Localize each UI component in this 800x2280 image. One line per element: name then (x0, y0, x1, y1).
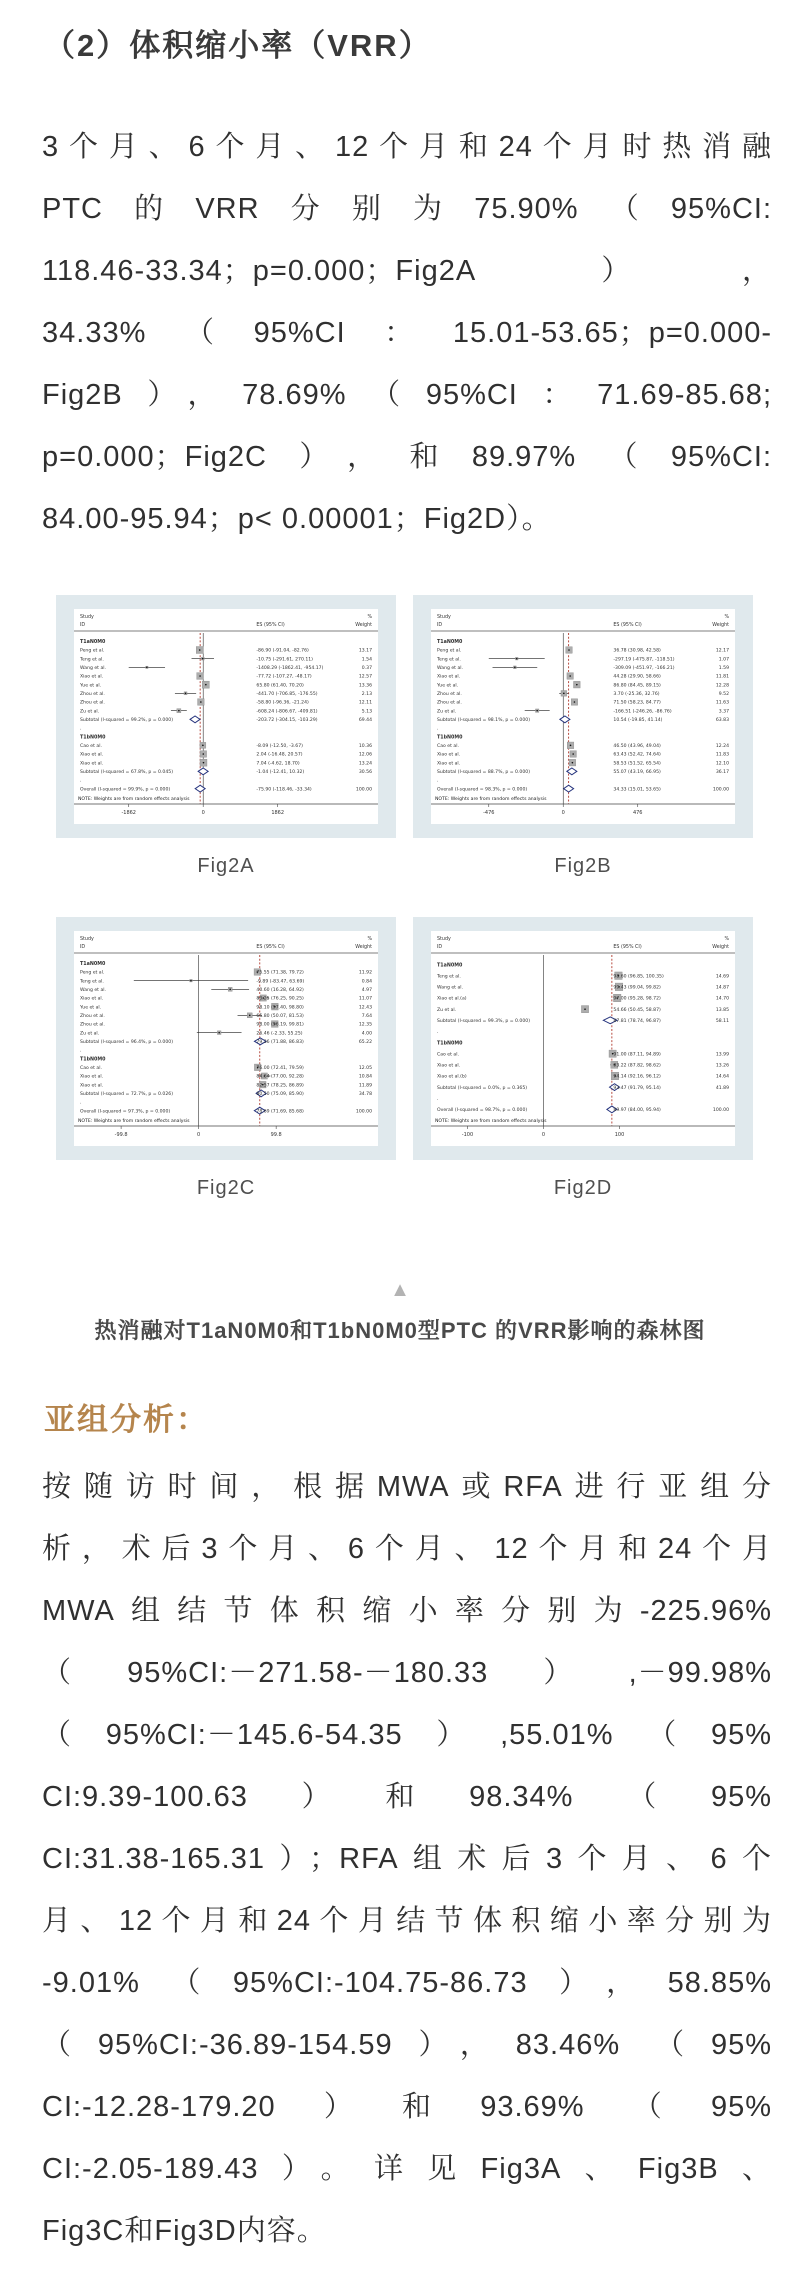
figure-cell-fig2b (413, 595, 753, 917)
svg-text:1.07: 1.07 (718, 657, 729, 663)
svg-text:2.04 (-16.48, 20.57): 2.04 (-16.48, 20.57) (256, 752, 303, 758)
svg-text:12.05: 12.05 (358, 1066, 372, 1072)
svg-text:-1408.29 (-1862.41, -954.17): -1408.29 (-1862.41, -954.17) (256, 666, 324, 672)
paragraph-line: 84.00-95.94；p< 0.00001；Fig2D）。 (42, 503, 552, 535)
svg-text:80.50 (75.09, 85.90): 80.50 (75.09, 85.90) (256, 1092, 304, 1098)
svg-text:NOTE: Weights are from random: NOTE: Weights are from random effects analysis (78, 797, 190, 802)
svg-text:12.57: 12.57 (358, 674, 372, 680)
svg-text:36.78 (30.98, 42.58): 36.78 (30.98, 42.58) (613, 648, 661, 654)
svg-text:46.50 (43.96, 49.04): 46.50 (43.96, 49.04) (613, 744, 661, 750)
figure-cell-fig2a (56, 595, 396, 917)
svg-text:40.60 (16.28, 64.92): 40.60 (16.28, 64.92) (256, 988, 304, 994)
svg-text:78.69 (71.69, 85.68): 78.69 (71.69, 85.68) (256, 1109, 304, 1115)
paragraph-line: 月、12个月和24个月结节体积缩小率分别为 (42, 1905, 772, 1937)
paragraph-line: （95%CI:－145.6-54.35）,55.01%（95% (42, 1719, 772, 1751)
svg-text:12.43: 12.43 (358, 1005, 372, 1011)
paragraph-line: 118.46-33.34；p=0.000；Fig2A）， (42, 255, 772, 287)
svg-text:T1bN0M0: T1bN0M0 (437, 735, 463, 741)
svg-text:-99.8: -99.8 (114, 1132, 128, 1138)
svg-text:T1aN0M0: T1aN0M0 (80, 640, 106, 646)
svg-text:100.00: 100.00 (355, 787, 372, 793)
svg-text:ES (95% CI): ES (95% CI) (256, 623, 285, 628)
svg-text:87.81 (78.74, 96.87): 87.81 (78.74, 96.87) (613, 1018, 661, 1024)
paragraph-line: （95%CI:－271.58-－180.33）,－99.98% (42, 1657, 772, 1689)
svg-text:12.17: 12.17 (715, 648, 729, 654)
svg-text:4.97: 4.97 (361, 988, 372, 994)
svg-text:0.37: 0.37 (361, 666, 372, 672)
svg-text:.: . (80, 1048, 82, 1054)
svg-text:%: % (367, 615, 372, 620)
paragraph-line: 34.33%（95%CI：15.01-53.65；p=0.000- (42, 317, 772, 349)
svg-text:84.64 (77.00, 92.28): 84.64 (77.00, 92.28) (256, 1074, 304, 1080)
page-title: （2）体积缩小率（VRR） (44, 28, 432, 63)
figure-caption-fig2c: Fig2C (196, 1177, 256, 1199)
svg-text:ES (95% CI): ES (95% CI) (613, 945, 642, 950)
svg-text:Subtotal (I-squared = 88.7%,: Subtotal (I-squared = 88.7%, p = 0.000) (437, 770, 530, 776)
paragraph-line: Fig2B），78.69%（95%CI：71.69-85.68; (42, 379, 772, 411)
svg-text:11.89: 11.89 (358, 1083, 372, 1089)
svg-text:T1aN0M0: T1aN0M0 (80, 962, 106, 968)
svg-text:Cao et al.: Cao et al. (437, 1052, 459, 1058)
figure-caption-fig2a: Fig2A (197, 855, 255, 877)
svg-text:Study: Study (80, 615, 94, 620)
svg-text:-441.70 (-706.85, -176.55): -441.70 (-706.85, -176.55) (256, 692, 318, 698)
paragraph-line: CI:9.39-100.63）和98.34%（95% (42, 1781, 772, 1813)
svg-text:-8.09 (-12.50, -3.67): -8.09 (-12.50, -3.67) (256, 744, 303, 750)
svg-text:3.37: 3.37 (718, 709, 729, 715)
svg-text:-77.72 (-107.27, -48.17): -77.72 (-107.27, -48.17) (256, 674, 312, 680)
svg-text:Cao et al.: Cao et al. (80, 1066, 102, 1072)
svg-text:11.92: 11.92 (358, 970, 372, 976)
svg-text:Peng et al.: Peng et al. (80, 648, 105, 654)
svg-text:Study: Study (437, 937, 451, 942)
svg-text:100.00: 100.00 (712, 787, 729, 793)
svg-text:13.17: 13.17 (358, 648, 372, 654)
paragraph-line: CI:-2.05-189.43）。详见Fig3A、Fig3B、 (42, 2153, 772, 2185)
svg-text:12.10: 12.10 (715, 761, 729, 767)
paragraph-line: PTC的VRR分别为75.90%（95%CI: (42, 193, 772, 225)
svg-text:Subtotal (I-squared = 99.3%,: Subtotal (I-squared = 99.3%, p = 0.000) (437, 1018, 530, 1024)
svg-text:%: % (367, 937, 372, 942)
forest-plot-fig2d (413, 917, 753, 1160)
svg-text:Wang et al.: Wang et al. (80, 988, 106, 994)
paragraph-line: 3个月、6个月、12个月和24个月时热消融 (42, 131, 772, 163)
svg-text:NOTE: Weights are from random: NOTE: Weights are from random effects analysis (435, 797, 547, 802)
svg-text:-75.90 (-118.46, -33.34): -75.90 (-118.46, -33.34) (256, 787, 312, 793)
svg-text:Xiao et al.: Xiao et al. (80, 996, 104, 1002)
svg-text:83.25 (76.25, 90.25): 83.25 (76.25, 90.25) (256, 996, 304, 1002)
svg-text:36.17: 36.17 (715, 770, 729, 776)
svg-text:99.8: 99.8 (270, 1132, 282, 1138)
svg-text:13.36: 13.36 (358, 683, 372, 689)
svg-text:97.00 (95.28, 98.72): 97.00 (95.28, 98.72) (613, 996, 661, 1002)
svg-text:4.00: 4.00 (361, 1031, 372, 1037)
svg-text:58.53 (51.52, 65.54): 58.53 (51.52, 65.54) (613, 761, 661, 767)
svg-text:13.85: 13.85 (715, 1007, 729, 1013)
svg-text:100.00: 100.00 (355, 1109, 372, 1115)
svg-text:0: 0 (201, 810, 205, 816)
svg-text:Overall (I-squared = 97.3%, p: Overall (I-squared = 97.3%, p = 0.000) (80, 1109, 171, 1115)
svg-text:Cao et al.: Cao et al. (80, 744, 102, 750)
svg-text:26.46 (-2.33, 55.25): 26.46 (-2.33, 55.25) (256, 1031, 303, 1037)
svg-text:Zhou et al.: Zhou et al. (80, 1022, 105, 1028)
svg-text:ID: ID (80, 945, 86, 950)
svg-text:Yue et al.: Yue et al. (80, 1005, 102, 1011)
svg-text:7.04 (-4.62, 18.70): 7.04 (-4.62, 18.70) (256, 761, 300, 767)
svg-text:Subtotal (I-squared = 99.2%,: Subtotal (I-squared = 99.2%, p = 0.000) (80, 718, 173, 724)
figure-group-caption: 热消融对T1aN0M0和T1bN0M0型PTC 的VRR影响的森林图 (94, 1318, 706, 1343)
svg-text:71.50 (58.23, 84.77): 71.50 (58.23, 84.77) (613, 700, 661, 706)
svg-text:Zhou et al.: Zhou et al. (80, 700, 105, 706)
svg-text:0.84: 0.84 (361, 979, 372, 985)
svg-text:65.22: 65.22 (358, 1040, 372, 1046)
svg-text:Zhou et al.: Zhou et al. (437, 700, 462, 706)
svg-text:Teng et al.: Teng et al. (80, 657, 104, 663)
paragraph-line: MWA组结节体积缩小率分别为-225.96% (42, 1595, 772, 1627)
svg-text:Peng et al.: Peng et al. (437, 648, 462, 654)
svg-text:75.55 (71.38, 79.72): 75.55 (71.38, 79.72) (256, 970, 304, 976)
svg-text:3.70 (-25.36, 32.76): 3.70 (-25.36, 32.76) (613, 692, 660, 698)
svg-text:0: 0 (197, 1132, 201, 1138)
svg-text:.: . (437, 1096, 439, 1102)
svg-text:Subtotal (I-squared = 96.4%,: Subtotal (I-squared = 96.4%, p = 0.000) (80, 1040, 173, 1046)
svg-text:Xiao et al.: Xiao et al. (80, 674, 104, 680)
svg-text:65.80 (61.40, 70.20): 65.80 (61.40, 70.20) (256, 683, 304, 689)
svg-text:T1aN0M0: T1aN0M0 (437, 963, 463, 969)
svg-text:0: 0 (561, 810, 565, 816)
svg-text:T1aN0M0: T1aN0M0 (437, 640, 463, 646)
svg-text:93.22 (87.82, 98.62): 93.22 (87.82, 98.62) (613, 1063, 661, 1069)
svg-text:10.54 (-19.85, 41.14): 10.54 (-19.85, 41.14) (613, 718, 663, 724)
svg-text:98.10 (97.40, 98.80): 98.10 (97.40, 98.80) (256, 1005, 304, 1011)
svg-text:76.00 (72.41, 79.59): 76.00 (72.41, 79.59) (256, 1066, 304, 1072)
svg-text:9.52: 9.52 (718, 692, 729, 698)
svg-text:12.24: 12.24 (715, 744, 729, 750)
svg-text:Xiao et al.: Xiao et al. (437, 752, 461, 758)
svg-text:94.14 (92.16, 96.12): 94.14 (92.16, 96.12) (613, 1074, 661, 1080)
svg-text:100.00: 100.00 (712, 1108, 729, 1114)
svg-text:0: 0 (541, 1132, 546, 1138)
svg-text:30.56: 30.56 (358, 770, 372, 776)
svg-text:NOTE: Weights are from random: NOTE: Weights are from random effects analysis (78, 1119, 190, 1124)
svg-text:Weight: Weight (355, 945, 372, 950)
svg-text:11.83: 11.83 (715, 752, 729, 758)
svg-text:-297.19 (-475.87, -118.51): -297.19 (-475.87, -118.51) (613, 657, 675, 663)
svg-text:Cao et al.: Cao et al. (437, 744, 459, 750)
svg-text:-476: -476 (483, 810, 495, 816)
figure-cell-fig2c (56, 917, 396, 1239)
svg-text:Xiao et al.: Xiao et al. (80, 752, 104, 758)
svg-text:T1bN0M0: T1bN0M0 (80, 735, 106, 741)
svg-text:Study: Study (437, 615, 451, 620)
svg-text:13.99: 13.99 (715, 1052, 729, 1058)
svg-text:89.97 (84.00, 95.94): 89.97 (84.00, 95.94) (613, 1108, 661, 1114)
svg-text:79.36 (71.88, 86.83): 79.36 (71.88, 86.83) (256, 1040, 304, 1046)
svg-text:T1bN0M0: T1bN0M0 (437, 1041, 463, 1047)
svg-text:98.60 (96.85, 100.35): 98.60 (96.85, 100.35) (613, 974, 664, 980)
svg-text:Study: Study (80, 937, 94, 942)
paragraph-line: -9.01%（95%CI:-104.75-86.73），58.85% (42, 1967, 772, 1999)
svg-text:10.36: 10.36 (358, 744, 372, 750)
svg-text:98.00 (96.19, 99.81): 98.00 (96.19, 99.81) (256, 1022, 304, 1028)
svg-text:ES (95% CI): ES (95% CI) (613, 623, 642, 628)
svg-text:.: . (80, 726, 82, 732)
svg-text:Xiao et al.(b): Xiao et al.(b) (437, 1074, 467, 1080)
paragraph-line: 按随访时间，根据MWA或RFA进行亚组分 (42, 1471, 772, 1503)
svg-text:Overall (I-squared = 98.7%, p: Overall (I-squared = 98.7%, p = 0.000) (437, 1108, 528, 1114)
svg-text:NOTE: Weights are from random: NOTE: Weights are from random effects analysis (435, 1119, 547, 1124)
svg-text:10.84: 10.84 (358, 1074, 372, 1080)
svg-text:Weight: Weight (712, 623, 729, 628)
svg-text:Xiao et al.: Xiao et al. (80, 1083, 104, 1089)
svg-text:44.28 (29.90, 58.66): 44.28 (29.90, 58.66) (613, 674, 661, 680)
svg-text:82.57 (78.25, 86.89): 82.57 (78.25, 86.89) (256, 1083, 304, 1089)
svg-text:Zhou et al.: Zhou et al. (437, 692, 462, 698)
paragraph-line: （95%CI:-36.89-154.59），83.46% （95% (42, 2029, 772, 2061)
svg-text:%: % (724, 615, 729, 620)
svg-text:Wang et al.: Wang et al. (437, 666, 463, 672)
svg-text:63.83: 63.83 (715, 718, 729, 724)
svg-text:Xiao et al.: Xiao et al. (80, 761, 104, 767)
svg-text:-1862: -1862 (121, 810, 136, 816)
svg-text:41.89: 41.89 (715, 1085, 729, 1091)
svg-text:7.64: 7.64 (361, 1014, 372, 1020)
paragraph-line: Fig3C和Fig3D内容。 (42, 2215, 327, 2247)
svg-text:55.07 (43.19, 66.95): 55.07 (43.19, 66.95) (613, 770, 661, 776)
paragraph-line: p=0.000；Fig2C），和89.97%（95%CI: (42, 441, 772, 473)
svg-text:Zu et al.: Zu et al. (437, 709, 457, 715)
paragraph-vrr-results (42, 116, 772, 550)
svg-text:-58.80 (-96.36, -21.24): -58.80 (-96.36, -21.24) (256, 700, 309, 706)
svg-text:12.28: 12.28 (715, 683, 729, 689)
svg-text:54.66 (50.45, 58.87): 54.66 (50.45, 58.87) (613, 1007, 661, 1013)
svg-text:14.69: 14.69 (715, 974, 729, 980)
svg-text:Wang et al.: Wang et al. (437, 985, 463, 991)
paragraph-line: CI:-12.28-179.20）和93.69%（95% (42, 2091, 772, 2123)
svg-text:86.80 (84.45, 89.15): 86.80 (84.45, 89.15) (613, 683, 661, 689)
svg-text:-203.72 (-304.15, -103.29): -203.72 (-304.15, -103.29) (256, 718, 318, 724)
svg-text:Weight: Weight (712, 945, 729, 950)
svg-text:Yue et al.: Yue et al. (80, 683, 102, 689)
svg-text:.: . (437, 778, 439, 784)
svg-text:%: % (724, 937, 729, 942)
svg-text:34.33 (15.01, 53.65): 34.33 (15.01, 53.65) (613, 787, 661, 793)
figure-grid (56, 595, 800, 1239)
svg-text:1.54: 1.54 (361, 657, 372, 663)
svg-text:14.87: 14.87 (715, 985, 729, 991)
svg-text:ID: ID (80, 623, 86, 628)
svg-text:Zu et al.: Zu et al. (80, 1031, 100, 1037)
svg-text:Xiao et al.: Xiao et al. (437, 1063, 461, 1069)
svg-text:Overall (I-squared = 98.3%, p: Overall (I-squared = 98.3%, p = 0.000) (437, 787, 528, 793)
svg-text:ID: ID (437, 945, 443, 950)
svg-text:Teng et al.: Teng et al. (437, 657, 461, 663)
svg-text:-608.24 (-806.67, -409.81): -608.24 (-806.67, -409.81) (256, 709, 318, 715)
svg-text:Subtotal (I-squared = 72.7%,: Subtotal (I-squared = 72.7%, p = 0.026) (80, 1092, 173, 1098)
forest-plot-fig2c (56, 917, 396, 1160)
svg-text:1862: 1862 (271, 810, 285, 816)
svg-text:Wang et al.: Wang et al. (80, 666, 106, 672)
svg-text:ES (95% CI): ES (95% CI) (256, 945, 285, 950)
svg-text:Weight: Weight (355, 623, 372, 628)
svg-text:65.80 (50.07, 81.53): 65.80 (50.07, 81.53) (256, 1014, 304, 1020)
svg-text:Xiao et al.: Xiao et al. (437, 761, 461, 767)
svg-text:Peng et al.: Peng et al. (80, 970, 105, 976)
forest-plot-fig2a (56, 595, 396, 838)
svg-text:34.78: 34.78 (358, 1092, 372, 1098)
svg-text:Overall (I-squared = 99.9%, p: Overall (I-squared = 99.9%, p = 0.000) (80, 787, 171, 793)
svg-text:.: . (80, 778, 82, 784)
svg-text:5.13: 5.13 (361, 709, 372, 715)
svg-text:Zhou et al.: Zhou et al. (80, 1014, 105, 1020)
svg-text:Subtotal (I-squared = 67.8%,: Subtotal (I-squared = 67.8%, p = 0.045) (80, 770, 173, 776)
svg-text:.: . (80, 1100, 82, 1106)
svg-text:93.47 (91.79, 95.14): 93.47 (91.79, 95.14) (613, 1085, 661, 1091)
svg-text:-1.04 (-12.41, 10.32): -1.04 (-12.41, 10.32) (256, 770, 305, 776)
svg-text:-100: -100 (461, 1132, 474, 1138)
svg-text:.: . (437, 1030, 439, 1036)
svg-text:Xiao et al.: Xiao et al. (437, 674, 461, 680)
svg-text:12.06: 12.06 (358, 752, 372, 758)
forest-plot-fig2b (413, 595, 753, 838)
svg-text:69.44: 69.44 (358, 718, 372, 724)
svg-text:Zu et al.: Zu et al. (80, 709, 100, 715)
svg-text:11.63: 11.63 (715, 700, 729, 706)
figure-caption-fig2b: Fig2B (554, 855, 612, 877)
svg-text:58.11: 58.11 (715, 1018, 729, 1024)
svg-text:-309.09 (-451.97, -166.21): -309.09 (-451.97, -166.21) (613, 666, 675, 672)
svg-text:476: 476 (632, 810, 643, 816)
svg-text:Teng et al.: Teng et al. (437, 974, 461, 980)
collapse-triangle-icon[interactable]: ▲ (390, 1279, 410, 1301)
svg-text:100: 100 (614, 1132, 625, 1138)
svg-text:Subtotal (I-squared = 0.0%, p: Subtotal (I-squared = 0.0%, p = 0.365) (437, 1085, 528, 1091)
svg-text:T1bN0M0: T1bN0M0 (80, 1057, 106, 1063)
svg-text:Subtotal (I-squared = 98.1%,: Subtotal (I-squared = 98.1%, p = 0.000) (437, 718, 530, 724)
svg-text:-86.90 (-91.04, -82.76): -86.90 (-91.04, -82.76) (256, 648, 309, 654)
svg-text:ID: ID (437, 623, 443, 628)
svg-text:12.35: 12.35 (358, 1022, 372, 1028)
svg-text:-10.75 (-291.61, 270.11): -10.75 (-291.61, 270.11) (256, 657, 313, 663)
svg-text:14.70: 14.70 (715, 996, 729, 1002)
svg-text:-9.89 (-83.47, 63.69): -9.89 (-83.47, 63.69) (256, 979, 305, 985)
svg-text:13.24: 13.24 (358, 761, 372, 767)
svg-text:11.81: 11.81 (715, 674, 729, 680)
svg-text:12.11: 12.11 (358, 700, 372, 706)
page (0, 26, 800, 2262)
svg-text:1.59: 1.59 (718, 666, 729, 672)
svg-text:63.43 (52.42, 74.64): 63.43 (52.42, 74.64) (613, 752, 661, 758)
svg-text:Zhou et al.: Zhou et al. (80, 692, 105, 698)
svg-text:2.13: 2.13 (361, 692, 372, 698)
subgroup-analysis-heading: 亚组分析： (44, 1402, 209, 1437)
figure-cell-fig2d (413, 917, 753, 1239)
svg-text:-166.51 (-246.26, -86.76): -166.51 (-246.26, -86.76) (613, 709, 672, 715)
svg-text:Xiao et al.: Xiao et al. (80, 1074, 104, 1080)
svg-text:13.26: 13.26 (715, 1063, 729, 1069)
svg-text:Teng et al.: Teng et al. (80, 979, 104, 985)
svg-text:Yue et al.: Yue et al. (437, 683, 459, 689)
svg-text:Xiao et al.(a): Xiao et al.(a) (437, 996, 467, 1002)
svg-text:.: . (437, 726, 439, 732)
paragraph-line: CI:31.38-165.31）；RFA组术后3个月、6个 (42, 1843, 772, 1875)
svg-text:11.07: 11.07 (358, 996, 372, 1002)
svg-text:91.00 (87.11, 94.89): 91.00 (87.11, 94.89) (613, 1052, 661, 1058)
svg-text:Zu et al.: Zu et al. (437, 1007, 457, 1013)
paragraph-subgroup-analysis (42, 1456, 772, 2262)
svg-text:14.64: 14.64 (715, 1074, 729, 1080)
svg-text:99.43 (99.04, 99.82): 99.43 (99.04, 99.82) (613, 985, 661, 991)
paragraph-line: 析，术后3个月、6个月、12个月和24个月 (42, 1533, 772, 1565)
figure-caption-fig2d: Fig2D (553, 1177, 613, 1199)
